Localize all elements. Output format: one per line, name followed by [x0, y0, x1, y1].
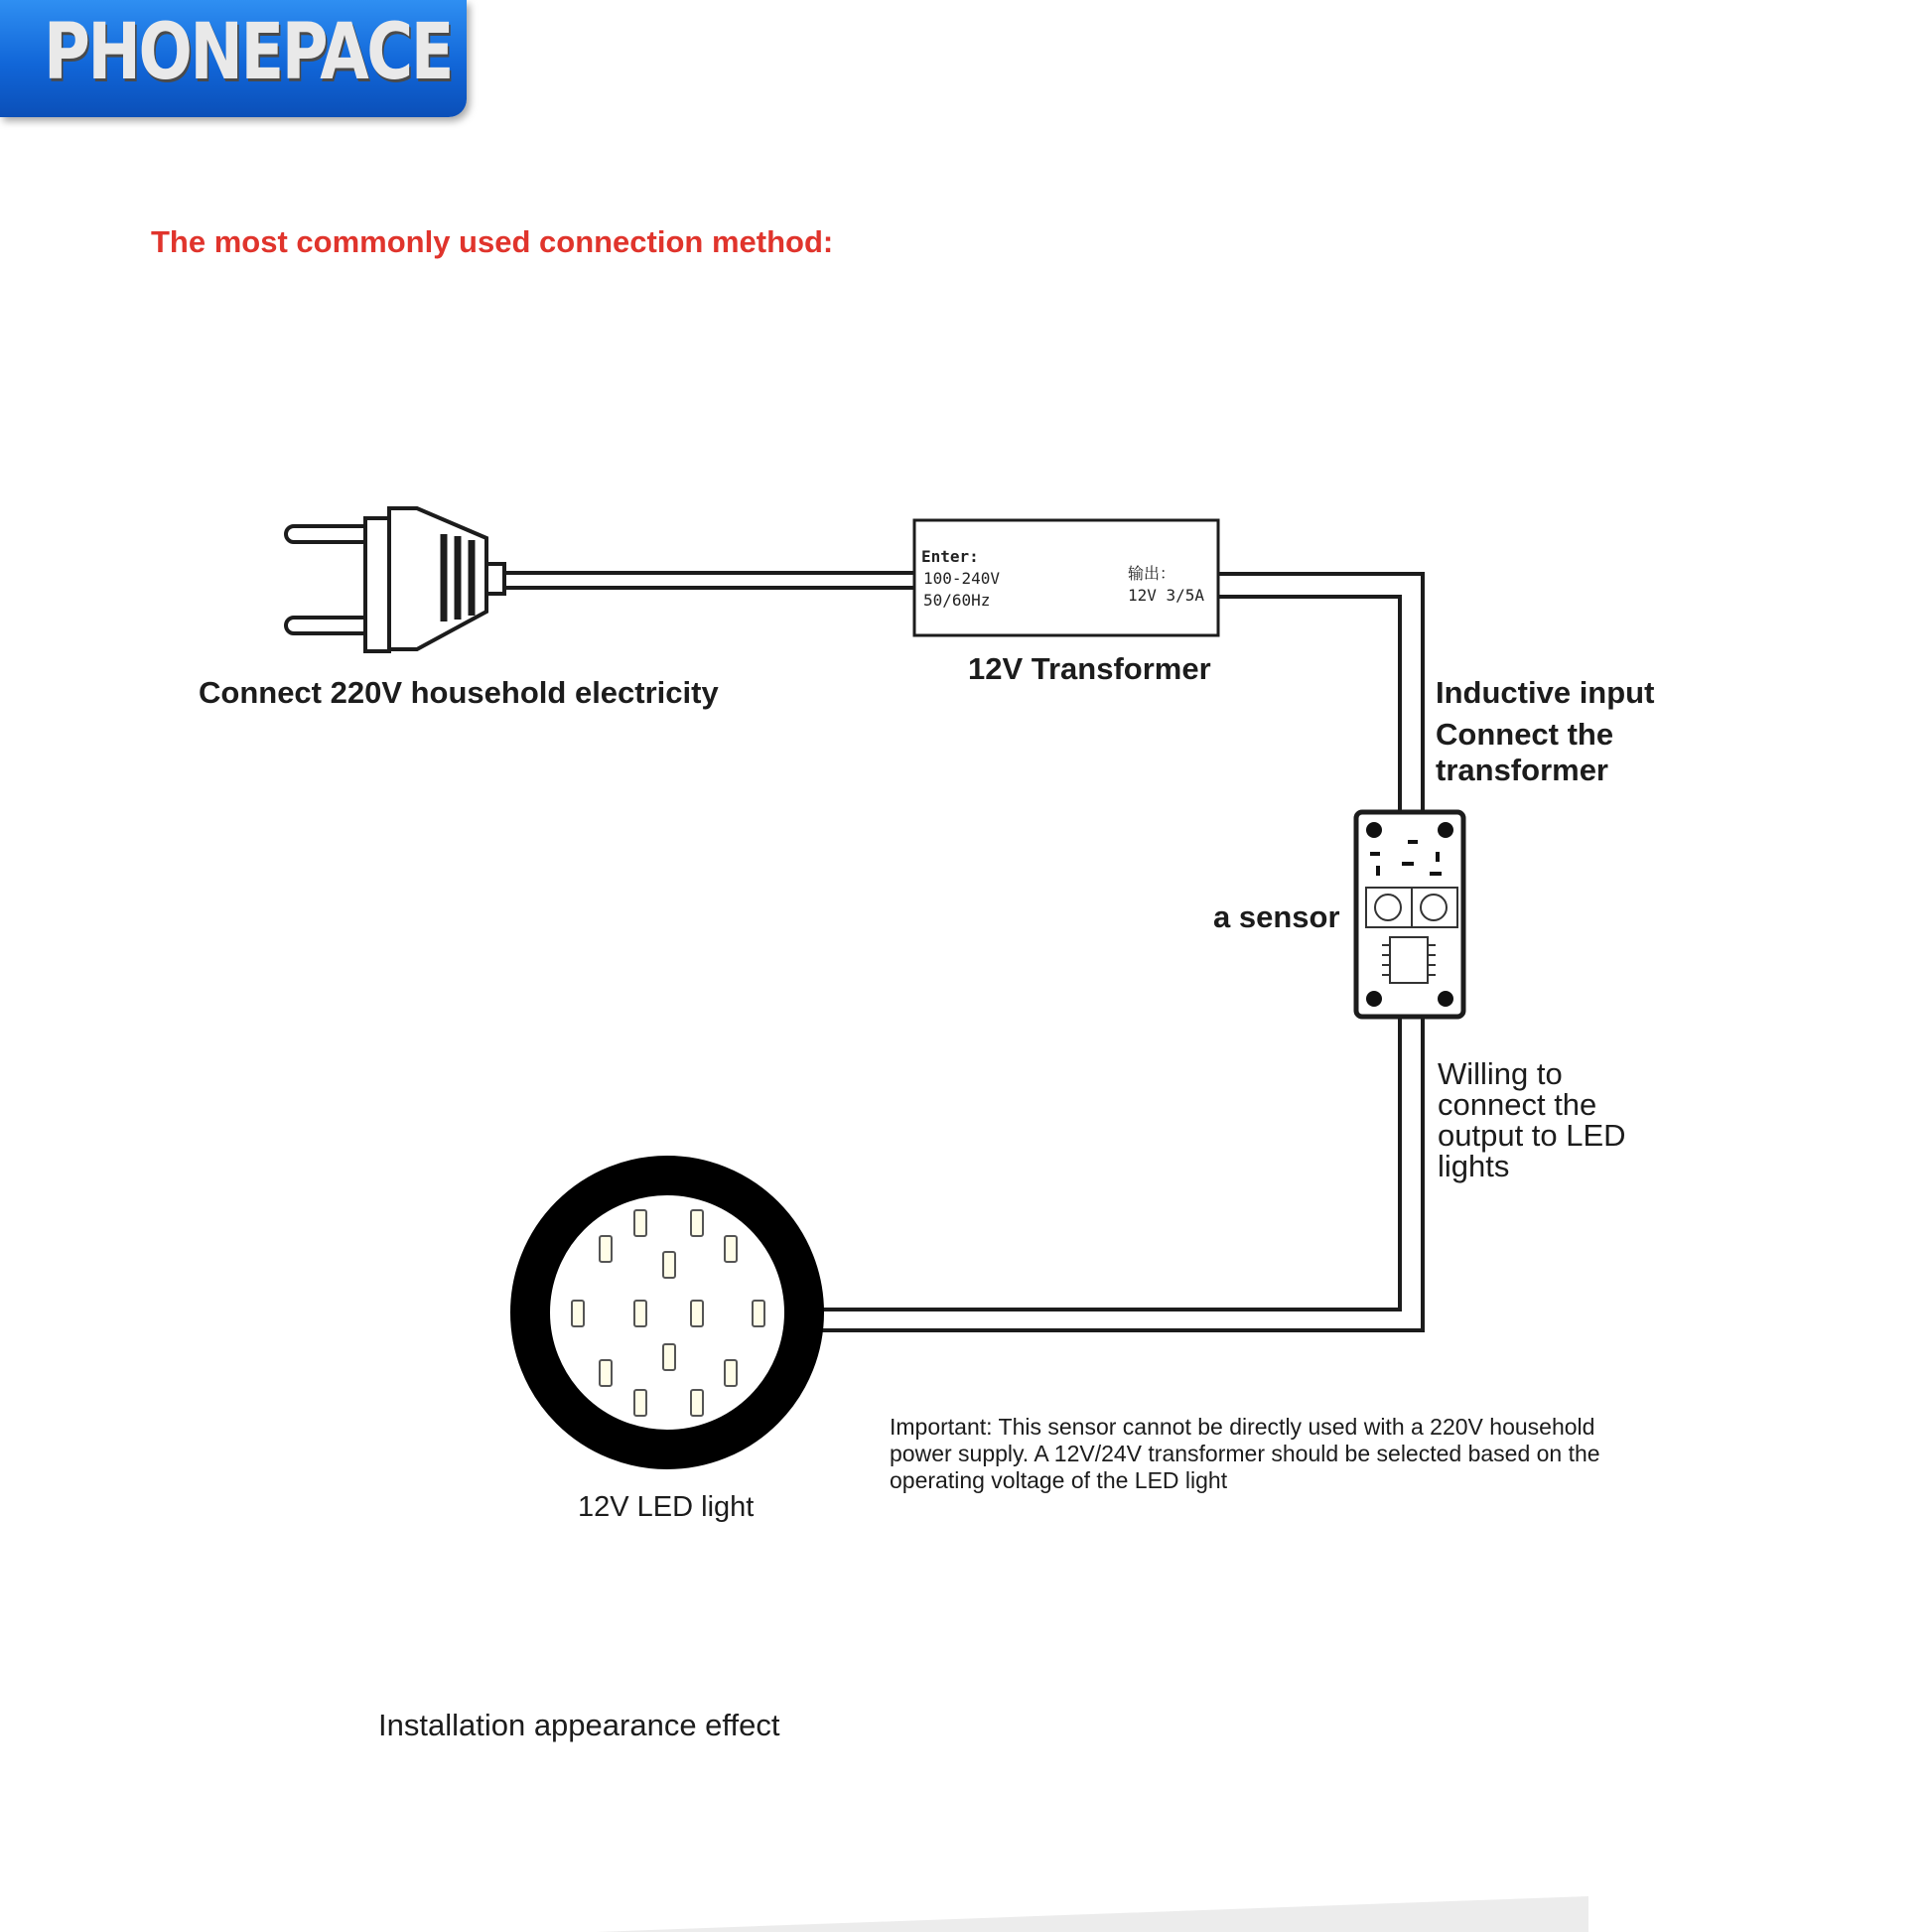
- installation-caption: Installation appearance effect: [378, 1708, 780, 1742]
- led-light-icon: [530, 1175, 804, 1449]
- transformer-input-frequency: 50/60Hz: [923, 591, 991, 610]
- cable-transformer-to-sensor: [1218, 574, 1423, 812]
- transformer-output-rating: 12V 3/5A: [1128, 586, 1205, 605]
- sensor-input-desc: Connect the transformer: [1436, 717, 1614, 787]
- sensor-output-desc: Willing to connect the output to LED lights: [1438, 1056, 1626, 1183]
- sensor-label: a sensor: [1213, 899, 1340, 934]
- led-label: 12V LED light: [578, 1491, 755, 1523]
- sensor-input-title: Inductive input: [1436, 675, 1655, 710]
- sensor-module: [1356, 812, 1463, 1017]
- transformer-input-voltage: 100-240V: [923, 569, 1001, 588]
- cable-plug-to-transformer: [504, 573, 914, 588]
- plug-label: Connect 220V household electricity: [199, 675, 719, 710]
- transformer-input-title: Enter:: [921, 547, 979, 566]
- diagram-heading: The most commonly used connection method:: [151, 224, 834, 259]
- cable-sensor-to-led: [814, 1017, 1423, 1330]
- important-note: Important: This sensor cannot be directly used with a 220V household power supply. A 12V/24V transformer should be selected based on the operating voltage of the LED light: [890, 1414, 1600, 1493]
- brand-logo-text: PHONEPACE: [44, 8, 452, 97]
- bottom-photo-edge: [596, 1896, 1588, 1932]
- transformer-label: 12V Transformer: [968, 651, 1211, 686]
- plug-icon: [286, 508, 504, 651]
- transformer-output-title: 输出：: [1128, 564, 1176, 583]
